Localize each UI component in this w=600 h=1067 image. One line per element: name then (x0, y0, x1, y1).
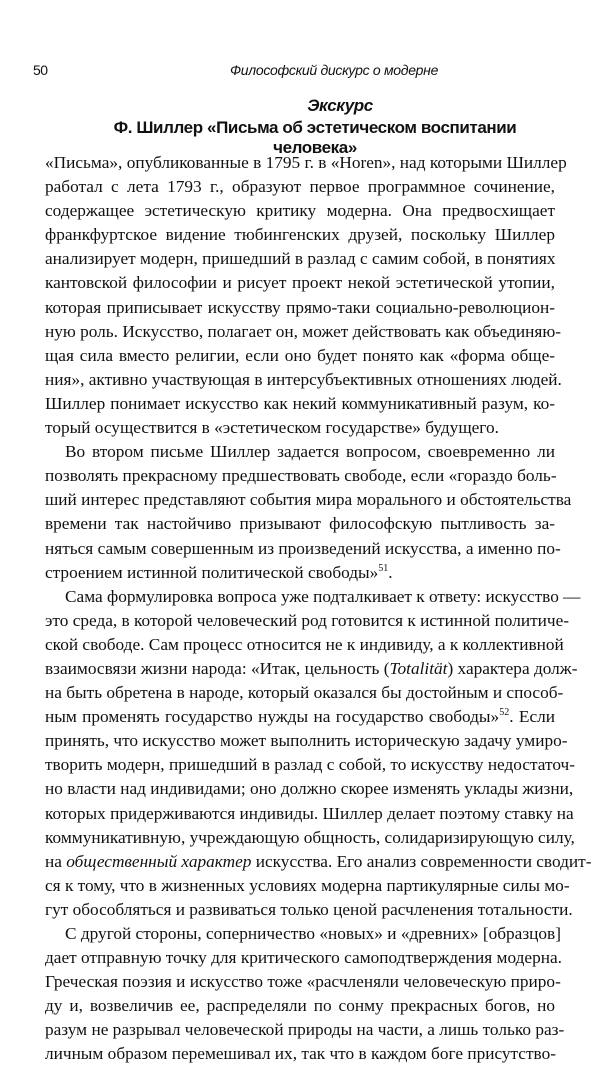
text-line: ную роль. Искусство, полагает он, может действовать как объединяю- (45, 321, 561, 341)
text-fragment: . Если (509, 707, 555, 727)
text-line: ший интерес представляют события мира морального и обстоятельства (45, 490, 572, 510)
text-line: коммуникативную, учреждающую общность, солидаризирующую силу, (45, 827, 575, 847)
text-line: ской свободе. Сам процесс относится не к индивиду, а к коллективной (45, 634, 564, 654)
text-line: С другой стороны, соперничество «новых» и «древних» [образцов] (65, 924, 561, 943)
text-line: кантовской философии и рисует проект некой эстетической утопии, (45, 273, 555, 293)
text-line: содержащее эстетическую критику модерна. Она предвосхищает (45, 201, 555, 221)
text-line: это среда, в которой человеческий род готовится к истинной политиче- (45, 610, 570, 630)
paragraph-3 (45, 585, 592, 922)
running-title: Философский дискурс о модерне (229, 62, 439, 78)
text-line (45, 705, 555, 729)
text-line (45, 657, 578, 681)
body-text (45, 151, 592, 1067)
text-fragment: строением истинной политической свободы» (45, 562, 379, 582)
italic-term: общественный характер (66, 851, 252, 871)
text-line: Сама формулировка вопроса уже подталкивает к ответу: искусство — (65, 586, 581, 606)
text-line: Шиллер понимает искусство как некий коммуникативный разум, ко- (45, 393, 555, 413)
text-fragment: на (45, 851, 67, 871)
paragraph-2 (45, 440, 572, 585)
text-line (45, 561, 555, 585)
text-line: времени так настойчиво призывают философскую пытливость за- (45, 514, 555, 534)
text-fragment: искусства. Его анализ современности сводит- (251, 851, 592, 871)
text-line: торый осуществится в «эстетическом государстве» будущего. (45, 418, 499, 438)
text-line: но власти над индивидами; оно должно скорее изменять уклады жизни, (45, 779, 574, 799)
paragraph-4 (45, 922, 565, 1067)
text-fragment: взаимосвязи жизни народа: «Итак, цельность ( (45, 658, 390, 678)
text-line: работал с лета 1793 г., образуют первое программное сочинение, (45, 177, 555, 197)
text-line: Греческая поэзия и искусство тоже «расчленяли человеческую приро- (45, 972, 561, 992)
section-label: Экскурс (307, 96, 373, 115)
text-line: гут обособляться и развиваться только ценой расчленения тотальности. (45, 899, 573, 919)
text-line (45, 850, 592, 874)
text-line: ду и, возвеличив ее, распределяли по сонму прекрасных богов, но (45, 996, 555, 1016)
text-line: франкфуртское видение тюбингенских друзей, поскольку Шиллер (45, 225, 555, 245)
text-line: позволять прекрасному предшествовать свободе, если «гораздо боль- (45, 466, 557, 486)
text-line: разум не разрывал человеческой природы на части, а лишь только раз- (45, 1020, 565, 1040)
text-line: няться самым совершенным из произведений искусства, а именно по- (45, 538, 561, 558)
text-line: личным образом перемешивал их, так что в каждом боге присутство- (45, 1044, 556, 1064)
text-line: которых придерживаются индивиды. Шиллер делает поэтому ставку на (45, 803, 574, 823)
text-line: ния», активно участвующая в интерсубъективных отношениях людей. (45, 369, 562, 389)
running-header (33, 62, 555, 82)
text-fragment: . (388, 562, 393, 582)
text-line: на быть обретена в народе, который оказался бы достойным и способ- (45, 683, 564, 703)
text-line: ся к тому, что в жизненных условиях модерна партикулярные силы мо- (45, 875, 570, 895)
text-line: принять, что искусство может выполнить историческую задачу умиро- (45, 731, 568, 751)
text-line: дает отправную точку для критического самоподтверждения модерна. (45, 948, 562, 968)
text-line: анализирует модерн, пришедший в разлад с самим собой, в понятиях (45, 249, 556, 269)
footnote-ref-52[interactable]: 52 (499, 707, 510, 719)
text-line: Во втором письме Шиллер задается вопросом, своевременно ли (65, 442, 555, 462)
text-fragment: ным променять государство нужды на государство свободы» (45, 707, 500, 727)
text-fragment: ) характера долж- (447, 658, 578, 678)
text-line: щая сила вместо религии, если оно будет понято как «форма обще- (45, 345, 555, 365)
section-title: Ф. Шиллер «Письма об эстетическом воспитании человека» (113, 118, 517, 157)
italic-term: Totalität (389, 658, 448, 678)
text-line: которая приписывает искусству прямо-таки социально-революцион- (45, 297, 555, 317)
text-line: творить модерн, пришедший в разлад с собой, то искусству недостаточ- (45, 755, 575, 775)
page-number: 50 (33, 62, 48, 78)
text-line: «Письма», опубликованные в 1795 г. в «Horen», над которыми Шиллер (45, 153, 567, 172)
paragraph-1 (45, 151, 567, 440)
footnote-ref-51[interactable]: 51 (378, 562, 389, 574)
